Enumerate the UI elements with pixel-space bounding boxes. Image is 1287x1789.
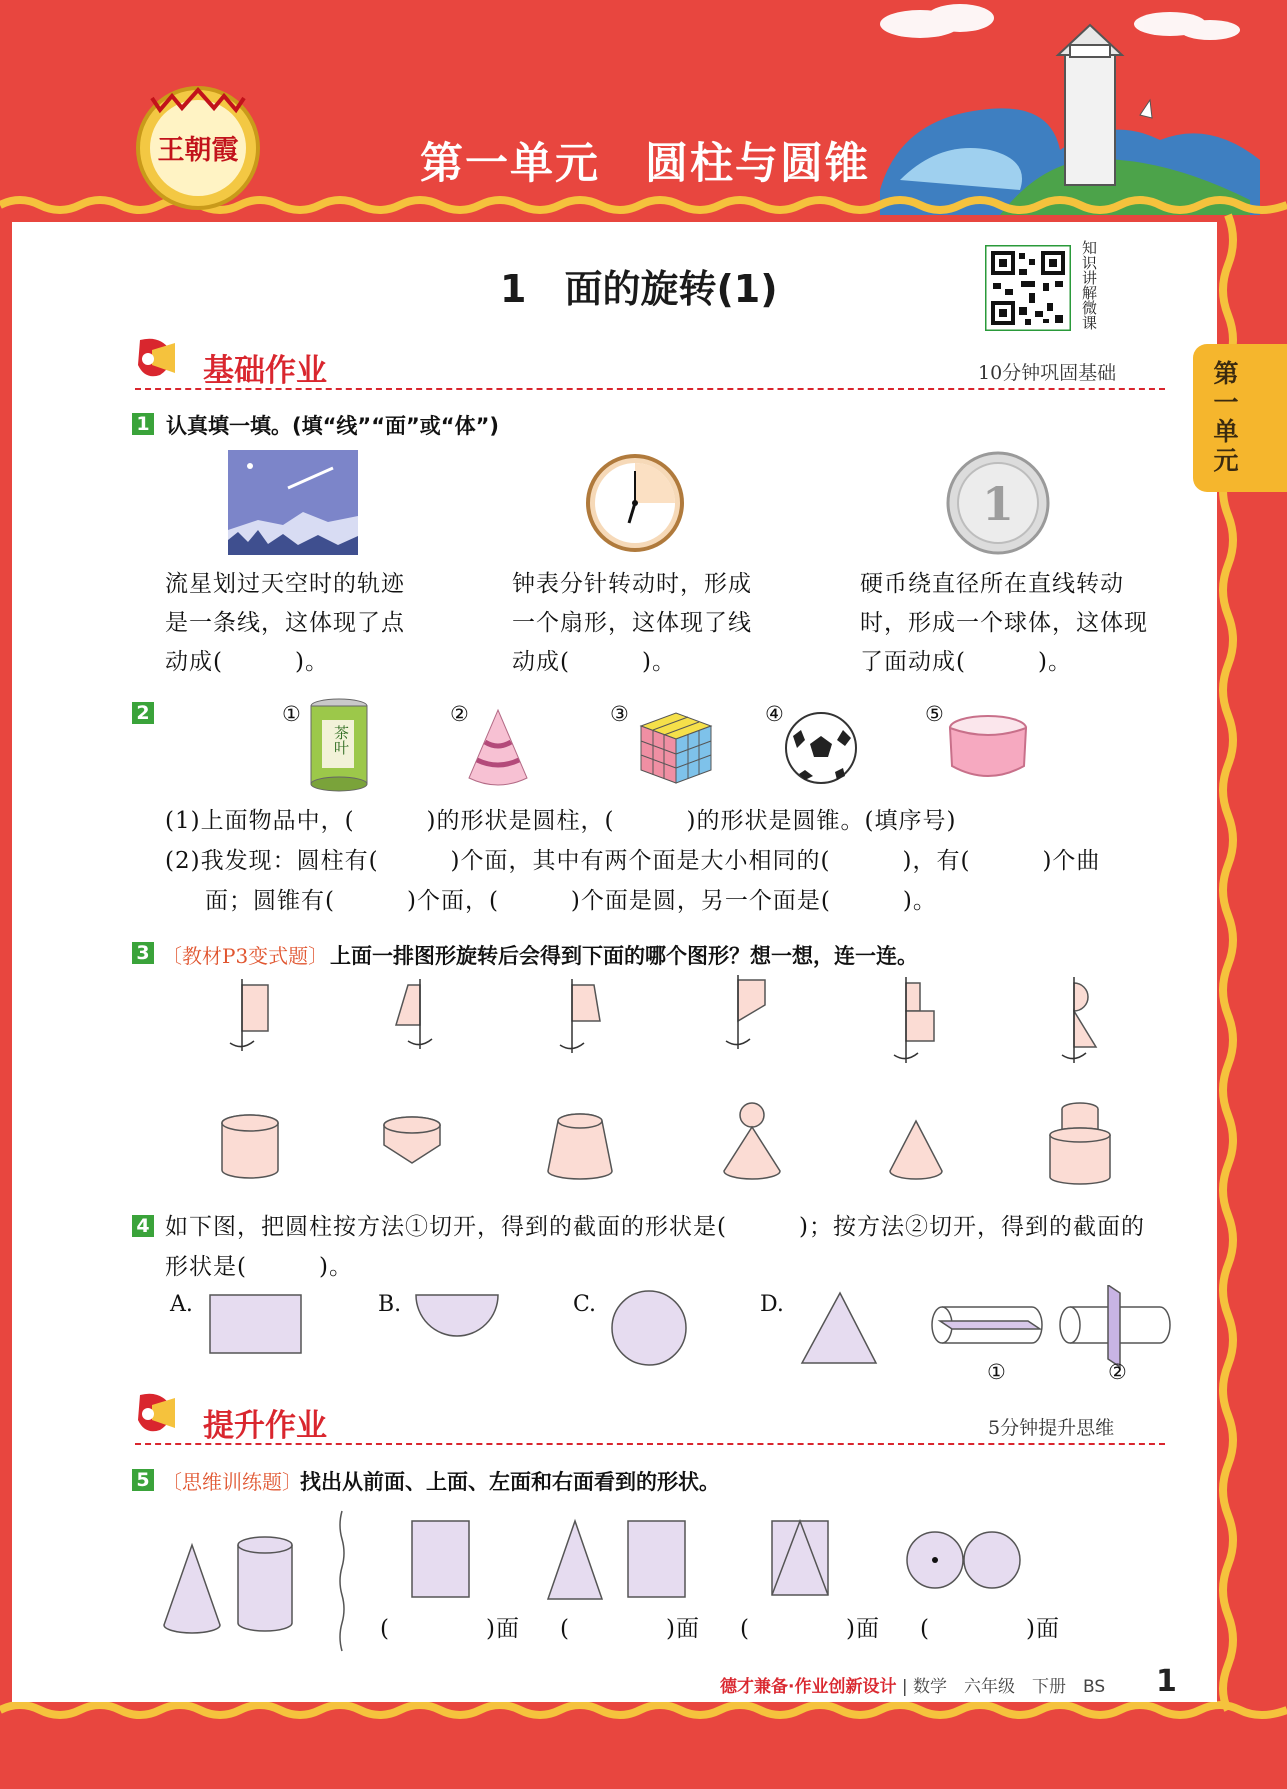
view-blank-2[interactable]: ( )面: [560, 1616, 700, 1642]
view-blank-1[interactable]: ( )面: [380, 1616, 520, 1642]
q1-col1-line: 动成( )。: [165, 649, 329, 675]
view-blank-4[interactable]: ( )面: [920, 1616, 1060, 1642]
q1-col3-line: 了面动成( )。: [860, 649, 1072, 675]
q1-col1-line: 流星划过天空时的轨迹: [165, 571, 405, 597]
q4-line2: 形状是( )。: [165, 1254, 353, 1280]
question-number-4: 4: [132, 1215, 154, 1237]
page-number: 1: [1156, 1664, 1177, 1699]
question-number-3: 3: [132, 942, 154, 964]
option-a-label: A.: [170, 1292, 193, 1317]
cross-section-options: [200, 1285, 1180, 1390]
q1-col2-line: 钟表分针转动时，形成: [512, 571, 752, 597]
svg-text:1: 1: [981, 477, 1015, 531]
q1-col2-line: 动成( )。: [512, 649, 676, 675]
clock-image: [585, 453, 685, 553]
megaphone-icon: [130, 1390, 190, 1440]
question-number-5: 5: [132, 1469, 154, 1491]
rubiks-cube-image: [636, 708, 716, 788]
qr-code-icon[interactable]: [985, 245, 1071, 331]
section-time-basic: 10分钟巩固基础: [978, 362, 1117, 384]
view-blank-3[interactable]: ( )面: [740, 1616, 880, 1642]
q1-col2: [512, 565, 832, 682]
footer-info: | 数学 六年级 下册 BS: [901, 1677, 1106, 1697]
section-title-advanced: 提升作业: [203, 1408, 327, 1444]
rotation-figures: [200, 975, 1120, 1195]
item-label-2: ②: [450, 702, 469, 726]
option-b-label: B.: [378, 1292, 402, 1317]
q1-col1: [165, 565, 485, 682]
section-divider: [135, 388, 1165, 390]
coin-image: [945, 450, 1051, 556]
q2-line1: (1)上面物品中，( )的形状是圆柱，( )的形状是圆锥。(填序号): [165, 808, 957, 834]
footer-brand: 德才兼备·作业创新设计: [720, 1677, 897, 1697]
qr-label: 知识讲解微课: [1080, 240, 1098, 330]
q5-tag: 〔思维训练题〕: [162, 1470, 302, 1494]
option-d-label: D.: [760, 1292, 784, 1317]
cloud-icon: [880, 4, 1240, 40]
question-number-2: 2: [132, 702, 154, 724]
q1-prompt: 认真填一填。(填“线”“面”或“体”): [166, 414, 500, 438]
item-label-1: ①: [282, 702, 301, 726]
soccer-ball-image: [783, 710, 859, 786]
side-tab-label: 第一单元: [1210, 360, 1239, 476]
party-hat-image: [465, 708, 531, 790]
section-time-advanced: 5分钟提升思维: [988, 1417, 1115, 1439]
lesson-title: 1 面的旋转(1): [500, 267, 778, 311]
q1-col1-line: 是一条线，这体现了点: [165, 610, 405, 636]
item-label-3: ③: [610, 702, 629, 726]
q1-col3-line: 硬币绕直径所在直线转动: [860, 571, 1124, 597]
q1-col3: [860, 565, 1200, 682]
question-number-1: 1: [132, 413, 154, 435]
q3-tag: 〔教材P3变式题〕: [162, 944, 329, 968]
item-label-5: ⑤: [925, 702, 944, 726]
item-label-4: ④: [765, 702, 784, 726]
q1-col2-line: 一个扇形，这体现了线: [512, 610, 752, 636]
section-title-basic: 基础作业: [203, 353, 327, 389]
q5-prompt: 找出从前面、上面、左面和右面看到的形状。: [300, 1470, 720, 1494]
q2-line2: (2)我发现：圆柱有( )个面，其中有两个面是大小相同的( )，有( )个曲: [165, 848, 1101, 874]
q1-col3-line: 时，形成一个球体，这体现: [860, 610, 1148, 636]
q3-prompt: 上面一排图形旋转后会得到下面的哪个图形？想一想，连一连。: [330, 944, 918, 968]
method-2-label: ②: [1108, 1360, 1127, 1384]
footer: [720, 1672, 1105, 1697]
q4-line1: 如下图，把圆柱按方法①切开，得到的截面的形状是( )；按方法②切开，得到的截面的: [165, 1214, 1145, 1240]
option-c-label: C.: [573, 1292, 597, 1317]
megaphone-icon: [130, 335, 190, 385]
logo-text: 王朝霞: [157, 135, 239, 166]
lighthouse-scene: [880, 25, 1260, 215]
unit-title: 第一单元 圆柱与圆锥: [420, 139, 870, 189]
section-divider: [135, 1443, 1165, 1445]
bowl-image: [946, 712, 1030, 784]
method-1-label: ①: [987, 1360, 1006, 1384]
q2-line3: 面；圆锥有( )个面，( )个面是圆，另一个面是( )。: [205, 888, 937, 914]
tea-can-text: 茶叶: [332, 725, 350, 755]
meteor-night-image: [228, 450, 358, 555]
